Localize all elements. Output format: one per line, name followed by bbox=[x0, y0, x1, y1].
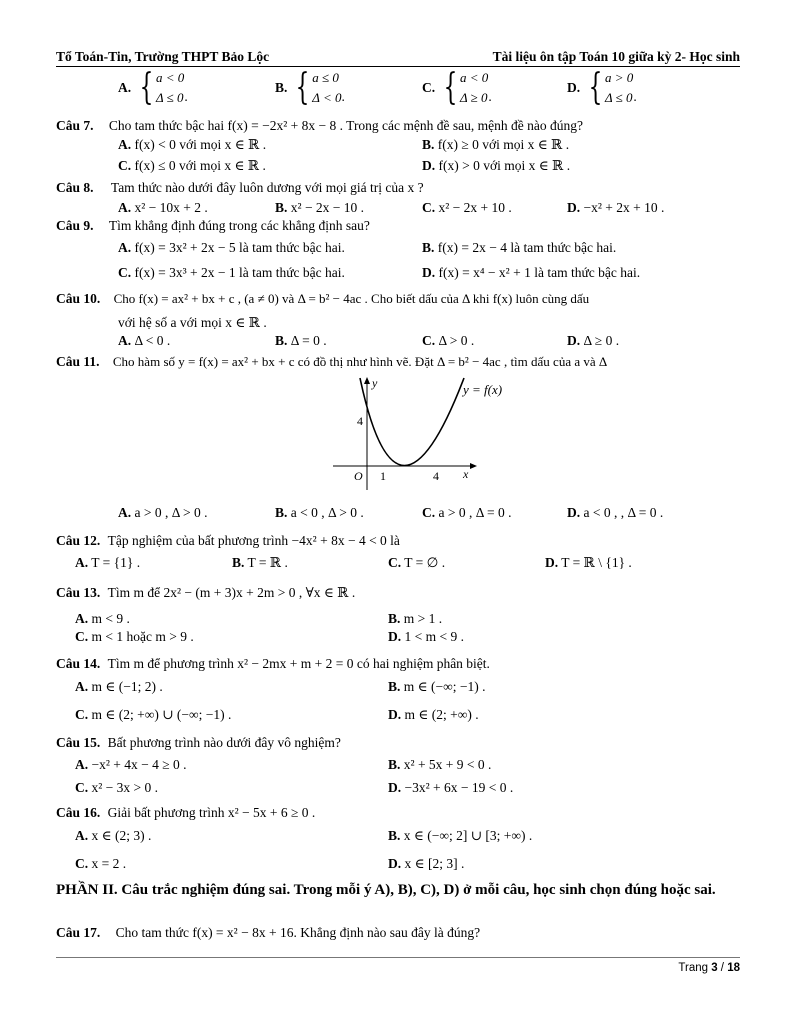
option-suffix: . bbox=[184, 89, 188, 104]
option-text: f(x) = 3x² + 2x − 5 là tam thức bậc hai. bbox=[134, 240, 345, 255]
q11-option-c bbox=[422, 505, 512, 521]
q9-option-d bbox=[422, 265, 640, 281]
option-label: B. bbox=[275, 505, 288, 520]
footer-divider bbox=[56, 957, 740, 958]
q16-option-c bbox=[75, 856, 126, 872]
x-axis-label: x bbox=[463, 467, 469, 481]
question-text: Tìm khẳng định đúng trong các khẳng định sau? bbox=[108, 218, 370, 233]
q8-option-b bbox=[275, 200, 364, 216]
question-number: Câu 11. bbox=[56, 354, 100, 369]
question-number: Câu 15. bbox=[56, 735, 101, 750]
q15-option-b bbox=[388, 757, 491, 773]
question-13 bbox=[56, 585, 355, 601]
q10-option-a bbox=[118, 333, 170, 349]
option-text: x ∈ (2; 3) . bbox=[91, 828, 152, 843]
option-text: T = {1} . bbox=[91, 555, 141, 570]
question-text: Cho tam thức bậc hai f(x) = −2x² + 8x − 8 . Trong các mệnh đề sau, mệnh đề nào đúng? bbox=[108, 118, 583, 133]
system-row: a ≤ 0 bbox=[312, 70, 339, 85]
page-footer bbox=[56, 962, 740, 974]
q9-option-c bbox=[118, 265, 345, 281]
option-text: a < 0 , Δ > 0 . bbox=[290, 505, 364, 520]
q14-option-b bbox=[388, 679, 485, 695]
q7-option-a bbox=[118, 137, 266, 153]
question-11 bbox=[56, 354, 607, 370]
question-number: Câu 17. bbox=[56, 925, 101, 940]
system-row: a > 0 bbox=[605, 70, 634, 85]
q10-option-d bbox=[567, 333, 619, 349]
option-text: x ∈ [2; 3] . bbox=[404, 856, 465, 871]
header-school: Tổ Toán-Tin, Trường THPT Bảo Lộc bbox=[56, 49, 270, 64]
current-page: 3 bbox=[711, 962, 718, 974]
option-label: D. bbox=[388, 780, 402, 795]
option-label: C. bbox=[422, 505, 436, 520]
q11-option-b bbox=[275, 505, 364, 521]
option-label: C. bbox=[118, 265, 132, 280]
q15-option-d bbox=[388, 780, 513, 796]
y-axis-arrow bbox=[364, 377, 370, 384]
q16-option-d bbox=[388, 856, 464, 872]
parabola-graph bbox=[325, 372, 525, 494]
q9-option-b bbox=[422, 240, 616, 256]
option-label: C. bbox=[75, 856, 89, 871]
question-number: Câu 12. bbox=[56, 533, 101, 548]
parabola-curve bbox=[360, 378, 464, 466]
question-7 bbox=[56, 118, 583, 134]
question-number: Câu 9. bbox=[56, 218, 94, 233]
option-text: Δ > 0 . bbox=[438, 333, 475, 348]
option-label: A. bbox=[75, 828, 89, 843]
option-text: f(x) > 0 với mọi x ∈ ℝ . bbox=[438, 158, 571, 173]
system-row: Δ ≤ 0 bbox=[605, 90, 633, 105]
q6-option-c bbox=[422, 68, 492, 108]
question-text: Tam thức nào dưới đây luôn dương với mọi giá trị của x ? bbox=[110, 180, 424, 195]
question-8 bbox=[56, 180, 424, 196]
option-text: m ∈ (2; +∞) ∪ (−∞; −1) . bbox=[91, 707, 232, 722]
q7-option-b bbox=[422, 137, 569, 153]
q16-option-b bbox=[388, 828, 532, 844]
y-axis-label: y bbox=[372, 376, 378, 390]
question-12 bbox=[56, 533, 400, 549]
question-number: Câu 14. bbox=[56, 656, 101, 671]
option-text: −x² + 2x + 10 . bbox=[583, 200, 665, 215]
option-label: C. bbox=[388, 555, 402, 570]
option-text: m < 1 hoặc m > 9 . bbox=[91, 629, 194, 644]
option-label: A. bbox=[118, 80, 132, 95]
question-text: Cho tam thức f(x) = x² − 8x + 16. Khẳng định nào sau đây là đúng? bbox=[115, 925, 481, 940]
option-text: x² − 10x + 2 . bbox=[134, 200, 208, 215]
option-text: T = ℝ \ {1} . bbox=[561, 555, 632, 570]
option-label: B. bbox=[388, 757, 401, 772]
part-2-heading: PHẦN II. Câu trắc nghiệm đúng sai. Trong mỗi ý A), B), C), D) ở mỗi câu, học sinh chọn đúng hoặc sai. bbox=[56, 882, 716, 898]
option-text: Δ ≥ 0 . bbox=[583, 333, 620, 348]
brace-symbol: { bbox=[588, 67, 603, 108]
option-text: m < 9 . bbox=[91, 611, 130, 626]
header-divider bbox=[56, 66, 740, 67]
q7-option-d bbox=[422, 158, 570, 174]
question-10 bbox=[56, 291, 589, 307]
option-text: T = ∅ . bbox=[404, 555, 446, 570]
q12-option-d bbox=[545, 555, 632, 571]
option-text: m ∈ (2; +∞) . bbox=[404, 707, 479, 722]
option-text: x² + 5x + 9 < 0 . bbox=[403, 757, 492, 772]
question-text: Tìm m để 2x² − (m + 3)x + 2m > 0 , ∀x ∈ ℝ . bbox=[107, 585, 356, 600]
option-text: a < 0 , , Δ = 0 . bbox=[583, 505, 664, 520]
option-label: C. bbox=[422, 200, 436, 215]
question-16 bbox=[56, 805, 315, 821]
footer-separator: / bbox=[717, 962, 728, 974]
question-text: Giải bất phương trình x² − 5x + 6 ≥ 0 . bbox=[107, 805, 316, 820]
q15-option-a bbox=[75, 757, 187, 773]
option-text: m > 1 . bbox=[403, 611, 443, 626]
system-row: Δ ≤ 0 bbox=[156, 90, 184, 105]
q6-option-b bbox=[275, 68, 345, 108]
q7-option-c bbox=[118, 158, 266, 174]
option-text: f(x) = 2x − 4 là tam thức bậc hai. bbox=[437, 240, 617, 255]
option-label: C. bbox=[75, 780, 89, 795]
system-row: Δ ≥ 0 bbox=[460, 90, 488, 105]
system-row: a < 0 bbox=[156, 70, 185, 85]
question-9 bbox=[56, 218, 370, 234]
origin-label: O bbox=[354, 469, 363, 483]
option-text: Δ < 0 . bbox=[134, 333, 171, 348]
question-number: Câu 10. bbox=[56, 291, 101, 306]
option-text: f(x) = 3x³ + 2x − 1 là tam thức bậc hai. bbox=[134, 265, 345, 280]
option-text: −x² + 4x − 4 ≥ 0 . bbox=[91, 757, 187, 772]
option-label: B. bbox=[275, 200, 288, 215]
question-number: Câu 16. bbox=[56, 805, 101, 820]
option-label: B. bbox=[422, 137, 435, 152]
option-label: B. bbox=[388, 611, 401, 626]
option-text: Δ = 0 . bbox=[290, 333, 327, 348]
option-suffix: . bbox=[341, 89, 345, 104]
question-text: Bất phương trình nào dưới đây vô nghiệm? bbox=[107, 735, 341, 750]
question-number: Câu 8. bbox=[56, 180, 94, 195]
option-label: C. bbox=[422, 80, 436, 95]
option-suffix: . bbox=[633, 89, 637, 104]
option-label: D. bbox=[422, 158, 436, 173]
option-label: D. bbox=[388, 856, 402, 871]
q13-option-c bbox=[75, 629, 194, 645]
q11-option-a bbox=[118, 505, 208, 521]
q6-option-d bbox=[567, 68, 637, 108]
option-text: a > 0 , Δ > 0 . bbox=[134, 505, 208, 520]
question-14 bbox=[56, 656, 490, 672]
header-doc-title: Tài liệu ôn tập Toán 10 giữa kỳ 2- Học sinh bbox=[492, 49, 740, 64]
q13-option-d bbox=[388, 629, 464, 645]
curve-label: y = f(x) bbox=[463, 382, 503, 397]
tick-label-4: 4 bbox=[433, 469, 439, 483]
option-label: A. bbox=[75, 757, 89, 772]
option-label: D. bbox=[545, 555, 559, 570]
footer-prefix: Trang bbox=[678, 962, 712, 974]
system-row: Δ < 0 bbox=[312, 90, 342, 105]
option-label: C. bbox=[422, 333, 436, 348]
option-label: D. bbox=[388, 707, 402, 722]
question-text: Cho f(x) = ax² + bx + c , (a ≠ 0) và Δ = b² − 4ac . Cho biết dấu của Δ khi f(x) luôn cùng dấu bbox=[113, 291, 590, 306]
option-label: C. bbox=[75, 707, 89, 722]
option-label: A. bbox=[75, 679, 89, 694]
option-label: D. bbox=[567, 80, 581, 95]
q11-option-d bbox=[567, 505, 663, 521]
option-text: T = ℝ . bbox=[247, 555, 288, 570]
brace-symbol: { bbox=[295, 67, 310, 108]
option-label: A. bbox=[118, 137, 132, 152]
option-suffix: . bbox=[488, 89, 492, 104]
tick-label-y4: 4 bbox=[357, 414, 363, 428]
brace-symbol: { bbox=[443, 67, 458, 108]
q10-option-b bbox=[275, 333, 327, 349]
q14-option-a bbox=[75, 679, 163, 695]
option-label: B. bbox=[232, 555, 245, 570]
question-15 bbox=[56, 735, 341, 751]
q10-option-c bbox=[422, 333, 474, 349]
tick-label-1: 1 bbox=[380, 469, 386, 483]
option-label: D. bbox=[567, 505, 581, 520]
option-label: A. bbox=[75, 611, 89, 626]
q8-option-d bbox=[567, 200, 664, 216]
total-pages: 18 bbox=[727, 962, 740, 974]
option-text: m ∈ (−∞; −1) . bbox=[403, 679, 486, 694]
option-label: C. bbox=[75, 629, 89, 644]
q9-option-a bbox=[118, 240, 345, 256]
option-text: f(x) = x⁴ − x² + 1 là tam thức bậc hai. bbox=[438, 265, 641, 280]
page-header bbox=[56, 49, 740, 65]
option-label: C. bbox=[118, 158, 132, 173]
option-text: a > 0 , Δ = 0 . bbox=[438, 505, 512, 520]
q14-option-c bbox=[75, 707, 231, 723]
option-text: x = 2 . bbox=[91, 856, 127, 871]
option-text: x² − 3x > 0 . bbox=[91, 780, 159, 795]
question-text: Tìm m để phương trình x² − 2mx + m + 2 = 0 có hai nghiệm phân biệt. bbox=[107, 656, 490, 671]
option-text: m ∈ (−1; 2) . bbox=[91, 679, 163, 694]
q8-option-c bbox=[422, 200, 512, 216]
option-label: B. bbox=[275, 80, 288, 95]
question-text: Tập nghiệm của bất phương trình −4x² + 8x − 4 < 0 là bbox=[107, 533, 400, 548]
option-label: D. bbox=[567, 200, 581, 215]
option-label: A. bbox=[118, 200, 132, 215]
option-text: −3x² + 6x − 19 < 0 . bbox=[404, 780, 514, 795]
q6-option-a bbox=[118, 68, 188, 108]
q12-option-a bbox=[75, 555, 140, 571]
option-text: x ∈ (−∞; 2] ∪ [3; +∞) . bbox=[403, 828, 533, 843]
option-label: B. bbox=[388, 828, 401, 843]
q13-option-b bbox=[388, 611, 442, 627]
option-label: B. bbox=[388, 679, 401, 694]
option-text: f(x) < 0 với mọi x ∈ ℝ . bbox=[134, 137, 267, 152]
x-axis-arrow bbox=[470, 463, 477, 469]
option-label: B. bbox=[422, 240, 435, 255]
option-text: x² − 2x − 10 . bbox=[290, 200, 365, 215]
option-text: f(x) ≥ 0 với mọi x ∈ ℝ . bbox=[437, 137, 570, 152]
q13-option-a bbox=[75, 611, 130, 627]
question-17 bbox=[56, 925, 480, 941]
option-text: f(x) ≤ 0 với mọi x ∈ ℝ . bbox=[134, 158, 266, 173]
option-label: D. bbox=[388, 629, 402, 644]
option-label: A. bbox=[118, 240, 132, 255]
option-label: B. bbox=[275, 333, 288, 348]
q8-option-a bbox=[118, 200, 208, 216]
q12-option-c bbox=[388, 555, 445, 571]
q16-option-a bbox=[75, 828, 151, 844]
q12-option-b bbox=[232, 555, 288, 571]
q10-text-continued: với hệ số a với mọi x ∈ ℝ . bbox=[118, 315, 267, 330]
option-label: A. bbox=[118, 333, 132, 348]
brace-symbol: { bbox=[139, 67, 154, 108]
question-number: Câu 13. bbox=[56, 585, 101, 600]
question-text: Cho hàm số y = f(x) = ax² + bx + c có đồ thị như hình vẽ. Đặt Δ = b² − 4ac , tìm dấu của a và Δ bbox=[112, 354, 608, 369]
option-label: D. bbox=[422, 265, 436, 280]
option-text: x² − 2x + 10 . bbox=[438, 200, 512, 215]
q14-option-d bbox=[388, 707, 479, 723]
option-label: A. bbox=[75, 555, 89, 570]
option-text: 1 < m < 9 . bbox=[404, 629, 464, 644]
question-number: Câu 7. bbox=[56, 118, 94, 133]
option-label: A. bbox=[118, 505, 132, 520]
system-row: a < 0 bbox=[460, 70, 489, 85]
option-label: D. bbox=[567, 333, 581, 348]
q15-option-c bbox=[75, 780, 158, 796]
